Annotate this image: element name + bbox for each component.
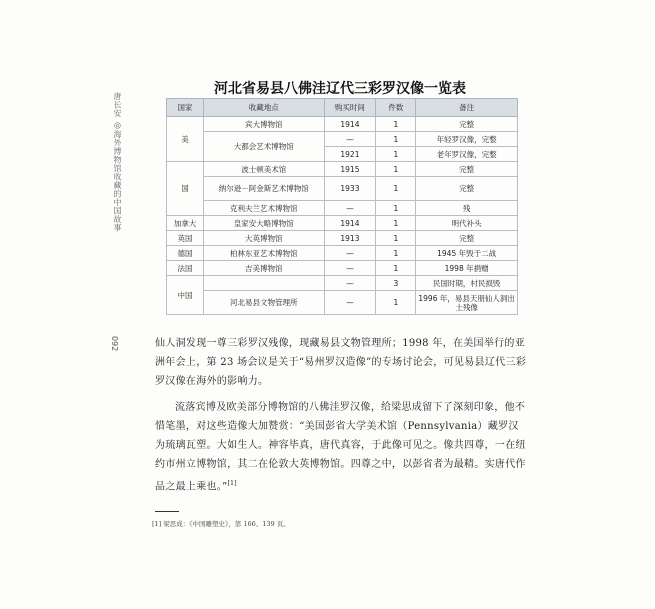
- country-cell: 法国: [167, 261, 204, 276]
- note-cell: 1998 年捐赠: [416, 261, 518, 276]
- table-row: [167, 177, 518, 201]
- year-cell: 1915: [324, 162, 376, 177]
- count-cell: 1: [376, 117, 416, 132]
- year-cell: 1914: [324, 117, 376, 132]
- table-row: [167, 132, 518, 147]
- year-cell: 1913: [324, 231, 376, 246]
- place-cell: 波士顿美术馆: [203, 162, 324, 177]
- table-row: [167, 117, 518, 132]
- place-cell: 河北易县文物管理所: [203, 291, 324, 315]
- note-cell: 民国时期，村民损毁: [416, 276, 518, 291]
- year-cell: —: [324, 132, 376, 147]
- header-cell: 购买时间: [324, 99, 376, 117]
- paragraph: 仙人洞发现一尊三彩罗汉残像，现藏易县文物管理所；1998 年，在美国举行的亚洲年会上，第 23 场会议是关于“易州罗汉造像”的专场讨论会，可见易县辽代三彩罗汉像在海外的影响力。: [155, 338, 527, 387]
- place-cell: 吉美博物馆: [203, 261, 324, 276]
- count-cell: 3: [376, 276, 416, 291]
- note-cell: 残: [416, 201, 518, 216]
- country-cell: 德国: [167, 246, 204, 261]
- running-head: 唐长安 ◎海外博物馆收藏的中国故事: [113, 92, 122, 233]
- paragraph: [155, 398, 527, 496]
- table-row: [167, 261, 518, 276]
- place-cell: 柏林东亚艺术博物馆: [203, 246, 324, 261]
- place-cell: 大都会艺术博物馆: [203, 132, 324, 162]
- table-row: [167, 231, 518, 246]
- table-row: [167, 201, 518, 216]
- place-cell: 克利夫兰艺术博物馆: [203, 201, 324, 216]
- year-cell: 1921: [324, 147, 376, 162]
- count-cell: 1: [376, 177, 416, 201]
- table-row: [167, 162, 518, 177]
- place-cell: 皇家安大略博物馆: [203, 216, 324, 231]
- note-cell: 完整: [416, 231, 518, 246]
- note-cell: 完整: [416, 177, 518, 201]
- country-cell: 英国: [167, 231, 204, 246]
- table-row: [167, 246, 518, 261]
- header-cell: 备注: [416, 99, 518, 117]
- country-cell: 国: [167, 162, 204, 216]
- count-cell: 1: [376, 231, 416, 246]
- footnote-divider: [155, 511, 179, 512]
- footnote: [1] 梁思成：《中国雕塑史》，第 166、139 页。: [152, 520, 290, 528]
- place-cell: 宾大博物馆: [203, 117, 324, 132]
- note-cell: 老年罗汉像，完整: [416, 147, 518, 162]
- place-cell: 纳尔逊－阿金斯艺术博物馆: [203, 177, 324, 201]
- year-cell: —: [324, 201, 376, 216]
- note-cell: 完整: [416, 162, 518, 177]
- note-cell: 年轻罗汉像，完整: [416, 132, 518, 147]
- footnote-ref[interactable]: [1]: [227, 480, 237, 487]
- table-header-row: [167, 99, 518, 117]
- count-cell: 1: [376, 147, 416, 162]
- header-cell: 收藏地点: [203, 99, 324, 117]
- count-cell: 1: [376, 162, 416, 177]
- table-row: [167, 291, 518, 315]
- country-cell: 美: [167, 117, 204, 162]
- header-cell: 国家: [167, 99, 204, 117]
- body-text: [155, 334, 527, 496]
- collection-table: [166, 98, 518, 315]
- table-row: [167, 276, 518, 291]
- table-title: 河北省易县八佛洼辽代三彩罗汉像一览表: [214, 81, 466, 97]
- place-cell: 大英博物馆: [203, 231, 324, 246]
- count-cell: 1: [376, 216, 416, 231]
- note-cell: 完整: [416, 117, 518, 132]
- table-row: [167, 216, 518, 231]
- year-cell: 1914: [324, 216, 376, 231]
- country-cell: 加拿大: [167, 216, 204, 231]
- year-cell: —: [324, 246, 376, 261]
- year-cell: 1933: [324, 177, 376, 201]
- year-cell: —: [324, 276, 376, 291]
- note-cell: 1945 年毁于二战: [416, 246, 518, 261]
- count-cell: 1: [376, 201, 416, 216]
- count-cell: 1: [376, 132, 416, 147]
- page-number: 092: [110, 336, 119, 352]
- year-cell: —: [324, 291, 376, 315]
- note-cell: 明代补头: [416, 216, 518, 231]
- count-cell: 1: [376, 261, 416, 276]
- note-cell: 1996 年，易县天朋仙人洞出土残像: [416, 291, 518, 315]
- count-cell: 1: [376, 246, 416, 261]
- year-cell: —: [324, 261, 376, 276]
- count-cell: 1: [376, 291, 416, 315]
- country-cell: 中国: [167, 276, 204, 315]
- paragraph-text: 流落宾博及欧美部分博物馆的八佛洼罗汉像，给梁思成留下了深刻印象，他不惜笔墨，对这些造像大加赞赏：“美国彭省大学美术馆（Pennsylvania）藏罗汉为琉璃瓦塑。大如生人。神容毕真，唐代真容，于此像可见之。像共四尊，一在纽约市州立博物馆，其二在伦敦大英博物馆。四尊之中，以彭省者为最精。实唐代作品之最上乘也。”: [155, 402, 526, 493]
- header-cell: 件数: [376, 99, 416, 117]
- place-cell: [203, 276, 324, 291]
